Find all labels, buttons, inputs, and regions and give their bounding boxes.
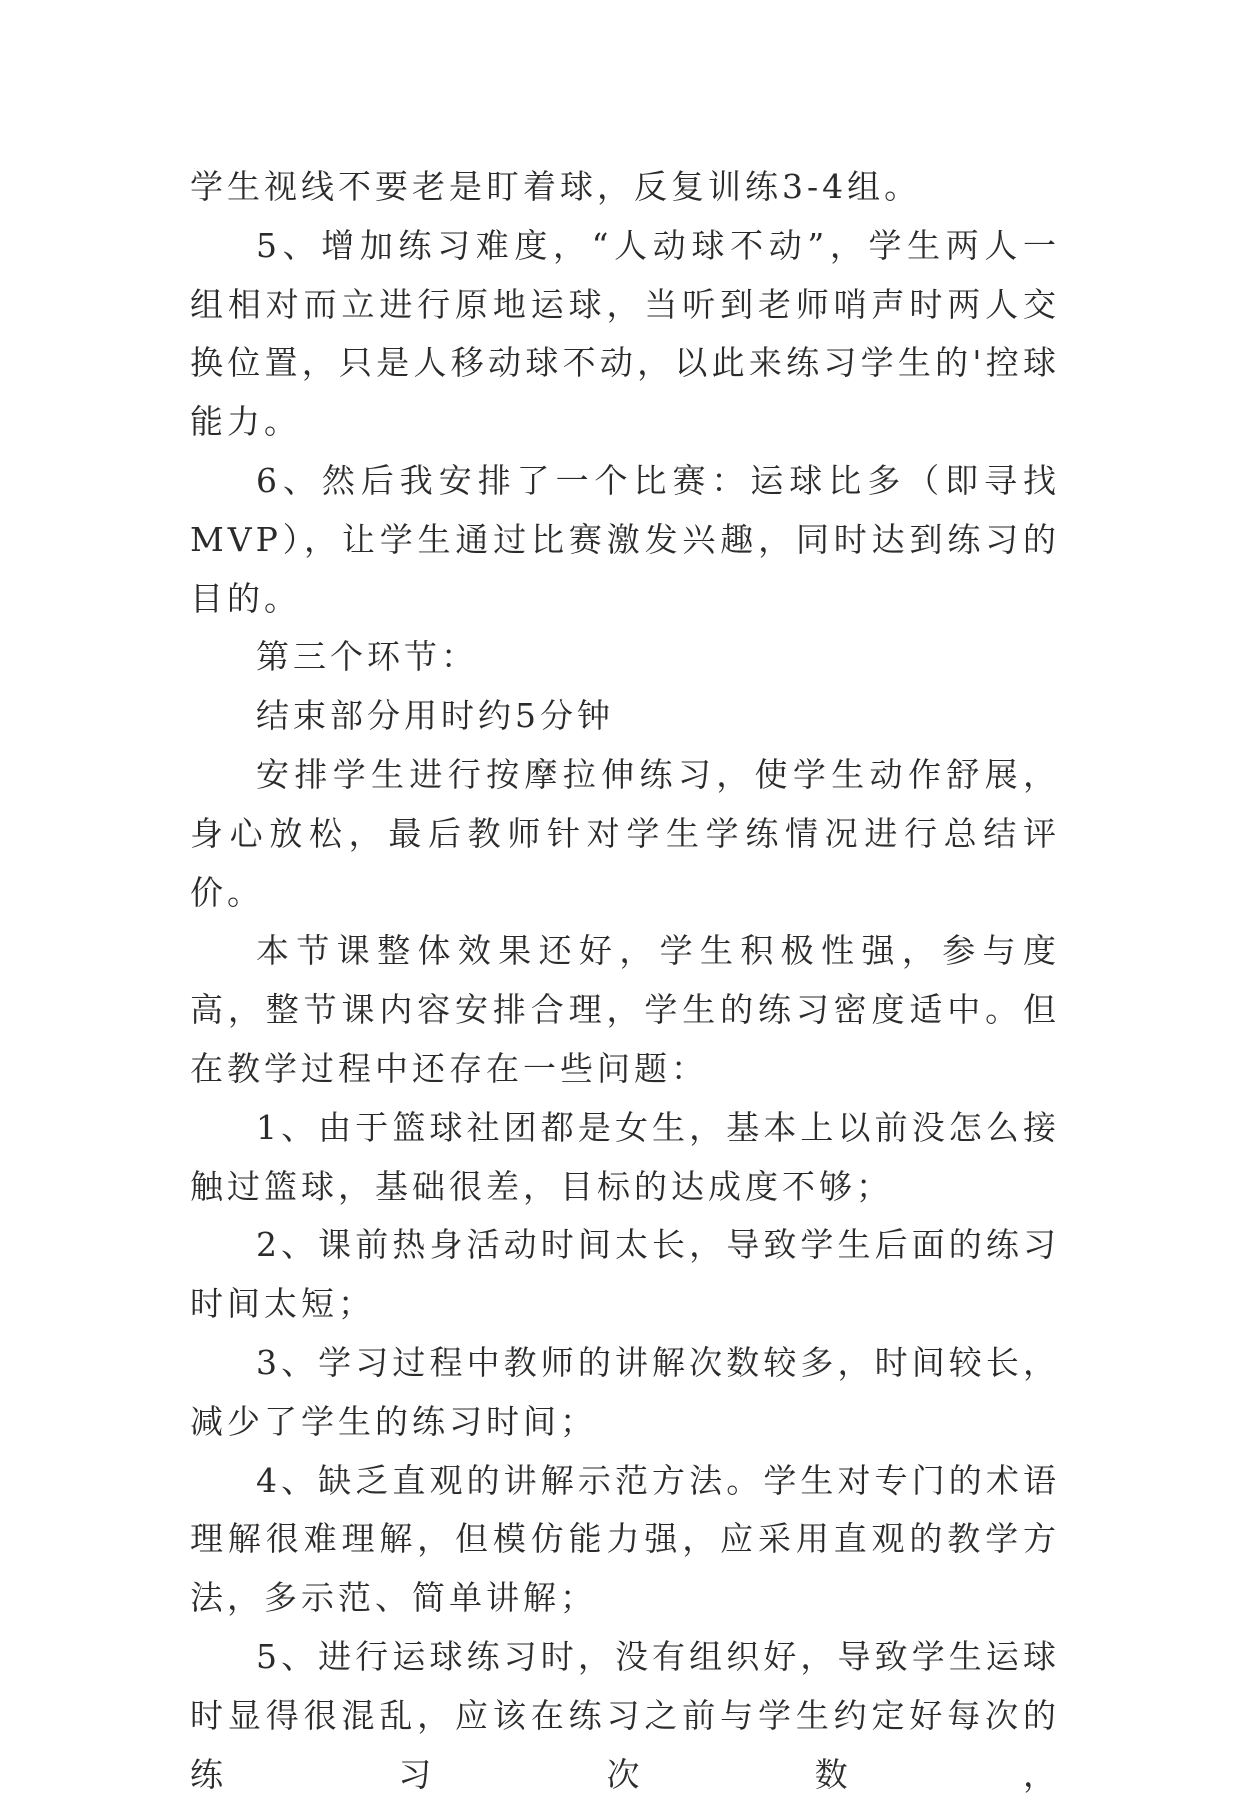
paragraph-stretching: 安排学生进行按摩拉伸练习，使学生动作舒展，身心放松，最后教师针对学生学练情况进行总结评价。 bbox=[190, 754, 1060, 912]
paragraph-problem-4: 4、缺乏直观的讲解示范方法。学生对专门的术语理解很难理解，但模仿能力强，应采用直观的教学方法，多示范、简单讲解； bbox=[190, 1460, 1060, 1618]
paragraph-item-5-difficulty: 5、增加练习难度，“人动球不动”，学生两人一组相对而立进行原地运球，当听到老师哨声时两人交换位置，只是人移动球不动，以此来练习学生的'控球能力。 bbox=[190, 225, 1060, 442]
paragraph-problem-3: 3、学习过程中教师的讲解次数较多，时间较长，减少了学生的练习时间； bbox=[190, 1342, 1060, 1441]
document-page bbox=[190, 158, 1060, 1804]
paragraph-continuation: 学生视线不要老是盯着球，反复训练3-4组。 bbox=[190, 167, 922, 206]
section-heading-third-part: 第三个环节： bbox=[256, 637, 478, 677]
paragraph-problem-1: 1、由于篮球社团都是女生，基本上以前没怎么接触过篮球，基础很差，目标的达成度不够； bbox=[190, 1107, 1060, 1206]
paragraph-problem-5: 5、进行运球练习时，没有组织好，导致学生运球时显得很混乱，应该在练习之前与学生约定好每次的练习次数， bbox=[190, 1636, 1060, 1794]
paragraph-item-6-competition: 6、然后我安排了一个比赛：运球比多（即寻找MVP），让学生通过比赛激发兴趣，同时达到练习的目的。 bbox=[190, 460, 1060, 618]
paragraph-summary: 本节课整体效果还好，学生积极性强，参与度高，整节课内容安排合理，学生的练习密度适中。但在教学过程中还存在一些问题： bbox=[190, 931, 1060, 1088]
section-subheading-ending: 结束部分用时约5分钟 bbox=[256, 696, 614, 736]
paragraph-problem-2: 2、课前热身活动时间太长，导致学生后面的练习时间太短； bbox=[190, 1225, 1060, 1324]
